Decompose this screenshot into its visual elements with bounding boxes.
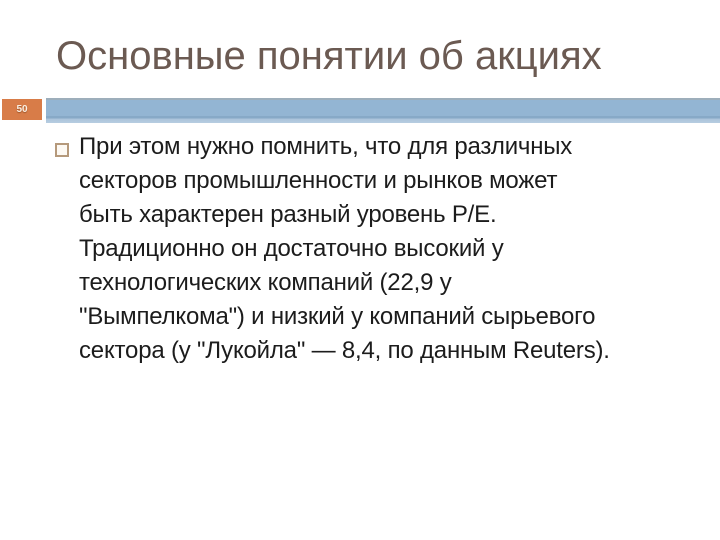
body-line: При этом нужно помнить, что для различных xyxy=(79,133,573,160)
slide-number-badge xyxy=(2,99,42,120)
slide-number: 50 xyxy=(16,104,28,115)
body-paragraph xyxy=(79,130,699,368)
body-line: "Вымпелкома") и низкий у компаний сырьевого xyxy=(79,303,596,330)
body-line: технологических компаний (22,9 у xyxy=(79,269,452,296)
body-line: секторов промышленности и рынков может xyxy=(79,167,558,194)
body-line: сектора (у "Лукойла" — 8,4, по данным Reuters). xyxy=(79,337,610,364)
body-line: Традиционно он достаточно высокий у xyxy=(79,235,504,262)
title-accent-bar xyxy=(46,98,720,123)
slide-title: Основные понятии об акциях xyxy=(56,34,602,78)
body-line: быть характерен разный уровень P/E. xyxy=(79,201,497,228)
square-bullet-icon xyxy=(55,143,69,157)
